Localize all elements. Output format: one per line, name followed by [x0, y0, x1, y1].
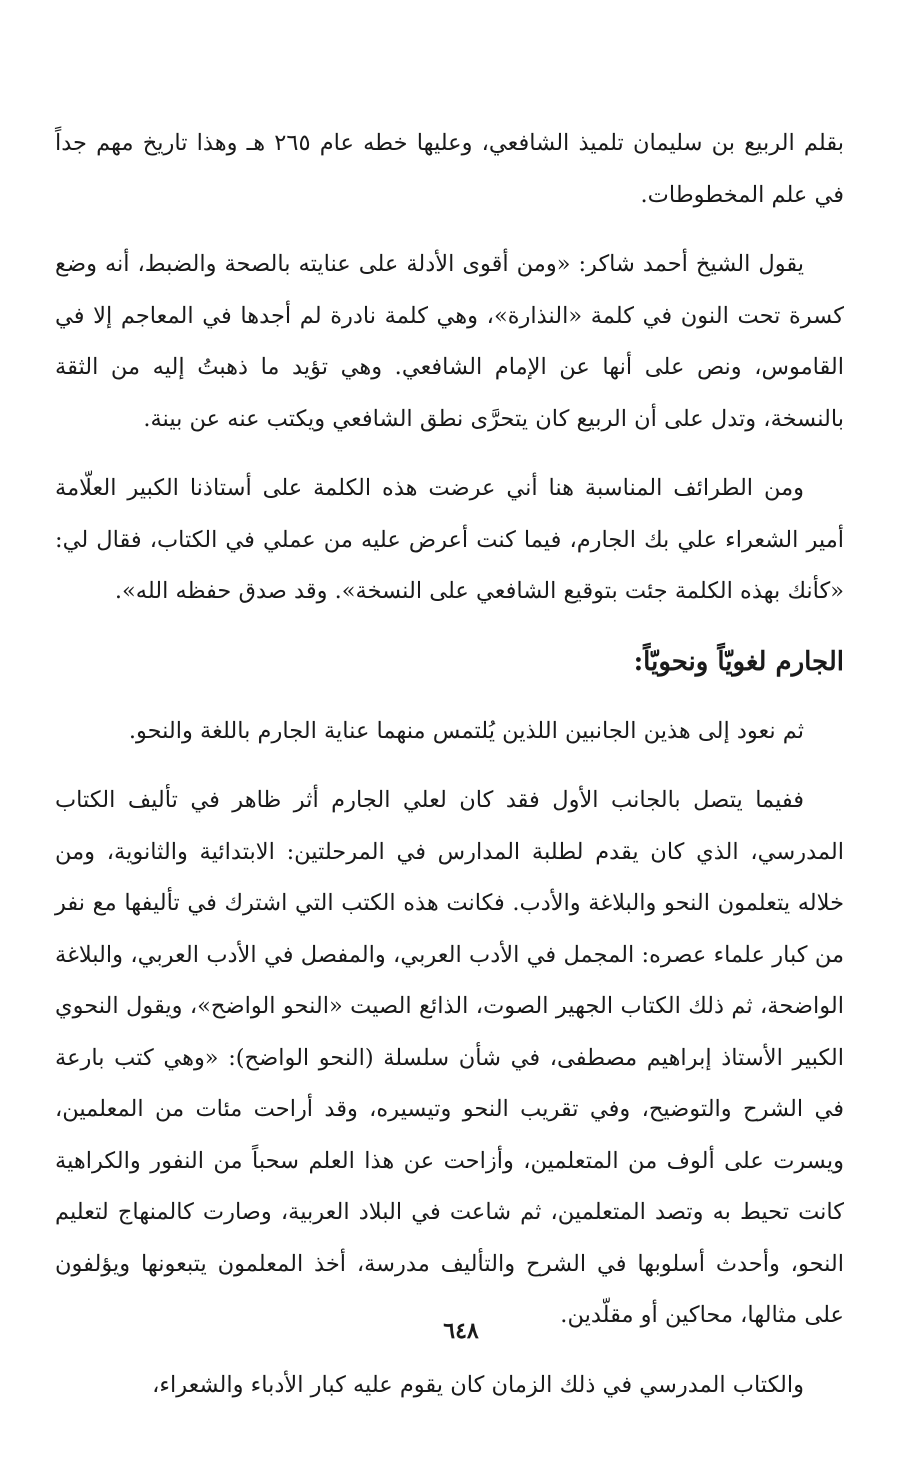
page-number: ٦٤٨: [443, 1318, 479, 1344]
paragraph-4: ثم نعود إلى هذين الجانبين اللذين يُلتمس منهما عناية الجارم باللغة والنحو.: [128, 717, 804, 744]
section-heading: الجارم لغويّاً ونحويّاً:: [633, 646, 844, 677]
paragraph-6: والكتاب المدرسي في ذلك الزمان كان يقوم عليه كبار الأدباء والشعراء،: [152, 1371, 804, 1398]
paragraph-1: بقلم الربيع بن سليمان تلميذ الشافعي، وعليها خطه عام ٢٦٥ هـ وهذا تاريخ مهم جداً في علم المخطوطات.: [55, 130, 844, 208]
paragraph-5: ففيما يتصل بالجانب الأول فقد كان لعلي الجارم أثر ظاهر في تأليف الكتاب المدرسي، الذي كان يقدم لطلبة المدارس في المرحلتين: الابتدائية والثانوية، ومن خلاله يتعلمون النحو والبلاغة والأدب. فكانت هذه الكتب التي اشترك في تأليفها مع نفر من كبار علماء عصره: المجمل في الأدب العربي، والمفصل في الأدب العربي، والبلاغة الواضحة، ثم ذلك الكتاب الجهير الصوت، الذائع الصيت «النحو الواضح»، ويقول النحوي الكبير الأستاذ إبراهيم مصطفى، في شأن سلسلة (النحو الواضح): «وهي كتب بارعة في الشرح والتوضيح، وفي تقريب النحو وتيسيره، وقد أراحت مئات من المعلمين، ويسرت على ألوف من المتعلمين، وأزاحت عن هذا العلم سحباً من النفور والكراهية كانت تحيط به وتصد المتعلمين، ثم شاعت في البلاد العربية، وصارت كالمنهاج لتعليم النحو، وأحدث أسلوبها في الشرح والتأليف مدرسة، أخذ المعلمون يتبعونها ويؤلفون على مثالها، محاكين أو مقلّدين.: [55, 787, 844, 1328]
paragraph-2: يقول الشيخ أحمد شاكر: «ومن أقوى الأدلة على عنايته بالصحة والضبط، أنه وضع كسرة تحت النون في كلمة «النذارة»، وهي كلمة نادرة لم أجدها في المعاجم إلا في القاموس، ونص على أنها عن الإمام الشافعي. وهي تؤيد ما ذهبتُ إليه من الثقة بالنسخة، وتدل على أن الربيع كان يتحرَّى نطق الشافعي ويكتب عنه عن بينة.: [55, 251, 844, 432]
page-body: [55, 118, 844, 1429]
paragraph-3: ومن الطرائف المناسبة هنا أني عرضت هذه الكلمة على أستاذنا الكبير العلّامة أمير الشعراء علي بك الجارم، فيما كنت أعرض عليه من عملي في الكتاب، فقال لي: «كأنك بهذه الكلمة جئت بتوقيع الشافعي على النسخة». وقد صدق حفظه الله».: [55, 475, 844, 604]
